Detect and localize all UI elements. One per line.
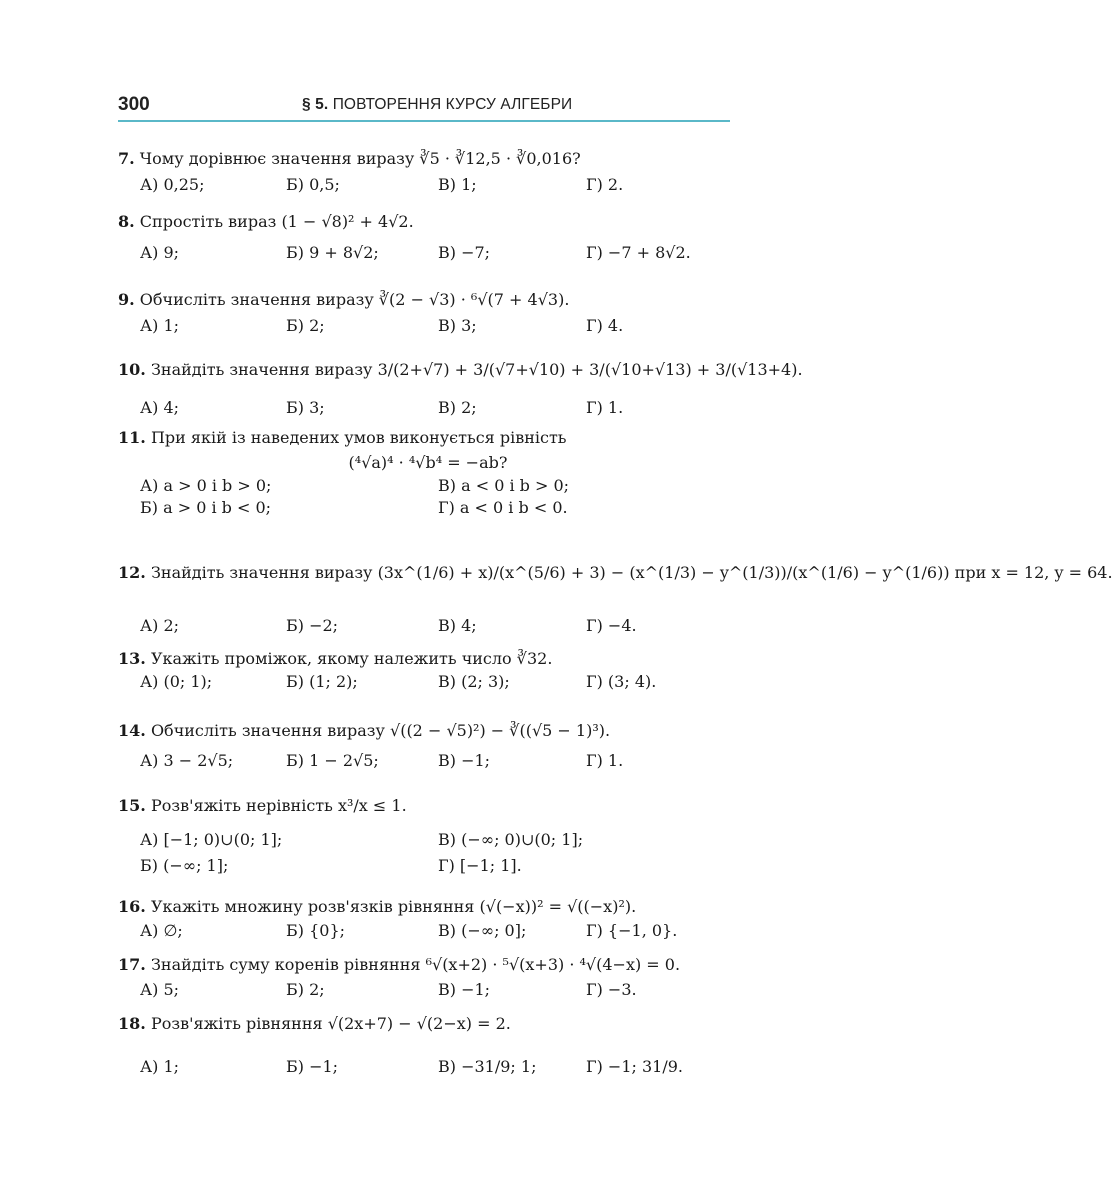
formula: ⁶√(x+2) · ⁵√(x+3) · ⁴√(4−x) = 0.	[425, 955, 681, 974]
problem-13	[118, 648, 738, 694]
problem-12	[118, 562, 1113, 638]
question: 18. Розв'яжіть рівняння √(2x+7) − √(2−x) = 2.	[118, 1014, 511, 1033]
option-b[interactable]: Б) 2;	[286, 980, 325, 999]
option-a[interactable]: А) 0,25;	[140, 175, 205, 194]
formula: ∛32.	[516, 649, 553, 668]
option-v[interactable]: В) (2; 3);	[438, 672, 510, 691]
answer-options	[118, 1057, 738, 1079]
option-a[interactable]: А) [−1; 0)∪(0; 1];	[140, 830, 283, 849]
section-number: § 5.	[302, 96, 329, 113]
option-v[interactable]: В) −31/9; 1;	[438, 1057, 537, 1076]
answer-options-row-2	[118, 498, 738, 520]
option-v[interactable]: В) 2;	[438, 398, 477, 417]
running-head	[302, 96, 572, 114]
answer-options	[118, 316, 738, 338]
answer-options	[118, 175, 738, 197]
option-b[interactable]: Б) (1; 2);	[286, 672, 358, 691]
page-header	[118, 92, 730, 122]
option-v[interactable]: В) −1;	[438, 751, 491, 770]
problem-16	[118, 896, 738, 943]
answer-options	[118, 243, 738, 265]
option-g[interactable]: Г) (3; 4).	[586, 672, 657, 691]
option-b[interactable]: Б) {0};	[286, 921, 346, 940]
section-title: ПОВТОРЕННЯ КУРСУ АЛГЕБРИ	[332, 96, 573, 113]
question: 11. При якій із наведених умов виконується рівність	[118, 428, 567, 447]
problem-18	[118, 1013, 738, 1079]
answer-options	[118, 672, 738, 694]
answer-options	[118, 751, 738, 773]
option-g[interactable]: Г) 4.	[586, 316, 624, 335]
formula: (⁴√a)⁴ · ⁴√b⁴ = −ab?	[348, 453, 508, 472]
problem-14	[118, 720, 738, 773]
option-g[interactable]: Г) −4.	[586, 616, 637, 635]
option-g[interactable]: Г) a < 0 і b < 0.	[438, 498, 568, 517]
option-b[interactable]: Б) a > 0 і b < 0;	[140, 498, 272, 517]
option-a[interactable]: А) 1;	[140, 316, 180, 335]
problem-7	[118, 148, 738, 197]
formula: ∛5 · ∛12,5 · ∛0,016?	[419, 149, 581, 168]
problem-11	[118, 427, 738, 520]
option-b[interactable]: Б) 3;	[286, 398, 325, 417]
formula: x³/x ≤ 1.	[337, 796, 407, 815]
option-a[interactable]: А) 2;	[140, 616, 180, 635]
problem-10	[118, 346, 803, 420]
option-b[interactable]: Б) 2;	[286, 316, 325, 335]
option-g[interactable]: Г) −7 + 8√2.	[586, 243, 691, 262]
option-g[interactable]: Г) {−1, 0}.	[586, 921, 678, 940]
question: 13. Укажіть проміжок, якому належить число ∛32.	[118, 649, 553, 668]
option-v[interactable]: В) 4;	[438, 616, 477, 635]
question: 8. Спростіть вираз (1 − √8)² + 4√2.	[118, 212, 414, 231]
option-g[interactable]: Г) −3.	[586, 980, 637, 999]
formula: √(2x+7) − √(2−x) = 2.	[327, 1014, 511, 1033]
answer-options-row-1	[118, 830, 738, 852]
page-number: 300	[118, 94, 150, 115]
option-a[interactable]: А) 9;	[140, 243, 180, 262]
option-v[interactable]: В) −1;	[438, 980, 491, 999]
problem-15	[118, 795, 738, 878]
answer-options	[118, 980, 738, 1002]
answer-options-row-2	[118, 856, 738, 878]
problem-17	[118, 954, 738, 1002]
question: 17. Знайдіть суму коренів рівняння ⁶√(x+2) · ⁵√(x+3) · ⁴√(4−x) = 0.	[118, 955, 681, 974]
option-b[interactable]: Б) −2;	[286, 616, 339, 635]
option-g[interactable]: Г) 1.	[586, 398, 624, 417]
question: 16. Укажіть множину розв'язків рівняння (√(−x))² = √((−x)²).	[118, 897, 637, 916]
answer-options-row-1	[118, 476, 738, 498]
question: 9. Обчисліть значення виразу ∛(2 − √3) · ⁶√(7 + 4√3).	[118, 290, 570, 309]
option-g[interactable]: Г) [−1; 1].	[438, 856, 522, 875]
answer-options	[118, 921, 738, 943]
option-v[interactable]: В) 3;	[438, 316, 477, 335]
option-v[interactable]: В) (−∞; 0];	[438, 921, 527, 940]
option-g[interactable]: Г) 2.	[586, 175, 624, 194]
option-b[interactable]: Б) (−∞; 1];	[140, 856, 229, 875]
option-b[interactable]: Б) −1;	[286, 1057, 339, 1076]
option-b[interactable]: Б) 9 + 8√2;	[286, 243, 379, 262]
header-rule	[118, 120, 730, 122]
condition: при x = 12, y = 64.	[954, 563, 1113, 582]
question: 15. Розв'яжіть нерівність x³/x ≤ 1.	[118, 796, 407, 815]
question: 12. Знайдіть значення виразу (3x^(1/6) + x)/(x^(5/6) + 3) − (x^(1/3) − y^(1/3))/(x^(1/6) − y^(1/6)) при x = 12, y = 64.	[118, 563, 1113, 582]
option-g[interactable]: Г) 1.	[586, 751, 624, 770]
option-b[interactable]: Б) 1 − 2√5;	[286, 751, 379, 770]
formula: (3x^(1/6) + x)/(x^(5/6) + 3) − (x^(1/3) − y^(1/3))/(x^(1/6) − y^(1/6))	[377, 563, 950, 582]
option-a[interactable]: А) a > 0 і b > 0;	[140, 476, 272, 495]
question: 14. Обчисліть значення виразу √((2 − √5)²) − ∛((√5 − 1)³).	[118, 721, 611, 740]
option-v[interactable]: В) −7;	[438, 243, 491, 262]
answer-options	[118, 616, 738, 638]
option-v[interactable]: В) a < 0 і b > 0;	[438, 476, 570, 495]
option-v[interactable]: В) 1;	[438, 175, 477, 194]
formula: √((2 − √5)²) − ∛((√5 − 1)³).	[390, 721, 611, 740]
option-a[interactable]: А) 3 − 2√5;	[140, 751, 234, 770]
option-b[interactable]: Б) 0,5;	[286, 175, 340, 194]
question: 7. Чому дорівнює значення виразу ∛5 · ∛12,5 · ∛0,016?	[118, 149, 581, 168]
problem-8	[118, 211, 738, 265]
formula: ∛(2 − √3) · ⁶√(7 + 4√3).	[378, 290, 570, 309]
option-a[interactable]: А) (0; 1);	[140, 672, 213, 691]
option-g[interactable]: Г) −1; 31/9.	[586, 1057, 683, 1076]
problem-9	[118, 289, 738, 338]
formula: (1 − √8)² + 4√2.	[281, 212, 414, 231]
answer-options	[118, 398, 738, 420]
option-a[interactable]: А) 1;	[140, 1057, 180, 1076]
option-a[interactable]: А) ∅;	[140, 921, 183, 940]
formula: 3/(2+√7) + 3/(√7+√10) + 3/(√10+√13) + 3/(√13+4).	[377, 360, 803, 379]
question: 10. Знайдіть значення виразу 3/(2+√7) + 3/(√7+√10) + 3/(√10+√13) + 3/(√13+4).	[118, 360, 803, 379]
formula: (√(−x))² = √((−x)²).	[479, 897, 637, 916]
option-a[interactable]: А) 4;	[140, 398, 180, 417]
option-a[interactable]: А) 5;	[140, 980, 180, 999]
option-v[interactable]: В) (−∞; 0)∪(0; 1];	[438, 830, 584, 849]
